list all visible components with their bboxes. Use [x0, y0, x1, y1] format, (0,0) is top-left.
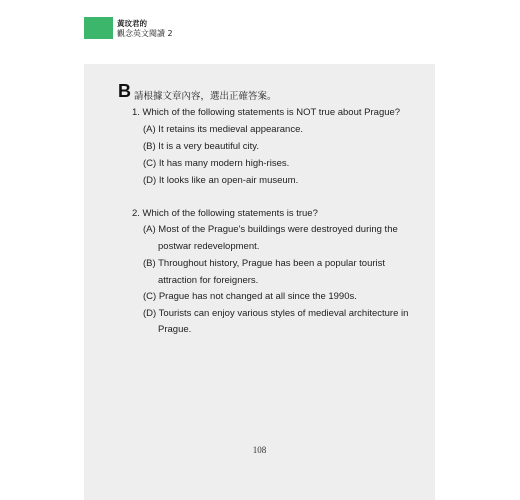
section-letter: B [118, 81, 131, 101]
q2-option-b: (B) Throughout history, Prague has been a popular tourist [143, 258, 386, 269]
q2-option-c: (C) Prague has not changed at all since the 1990s. [143, 291, 357, 302]
book-author-label: 黃玟君的 [117, 19, 147, 28]
brand-logo-block [84, 17, 113, 39]
page-sheet [84, 64, 435, 500]
section-instruction: 請根據文章內容，選出正確答案。 [134, 91, 277, 102]
book-title-label: 觀念英文閱讀 2 [117, 29, 173, 38]
q1-option-c: (C) It has many modern high-rises. [143, 158, 290, 169]
q1-option-d: (D) It looks like an open-air museum. [143, 175, 299, 186]
q2-option-d: (D) Tourists can enjoy various styles of medieval architecture in [143, 308, 409, 319]
question-2-stem: 2. Which of the following statements is true? [132, 208, 318, 219]
page-number: 108 [252, 445, 267, 455]
q2-option-b-cont: attraction for foreigners. [158, 275, 259, 286]
q2-option-d-cont: Prague. [158, 324, 192, 335]
q1-option-a: (A) It retains its medieval appearance. [143, 124, 303, 135]
q1-option-b: (B) It is a very beautiful city. [143, 141, 259, 152]
q2-option-a-cont: postwar redevelopment. [158, 241, 260, 252]
question-1-stem: 1. Which of the following statements is NOT true about Prague? [132, 107, 401, 118]
q2-option-a: (A) Most of the Prague's buildings were destroyed during the [143, 224, 398, 235]
